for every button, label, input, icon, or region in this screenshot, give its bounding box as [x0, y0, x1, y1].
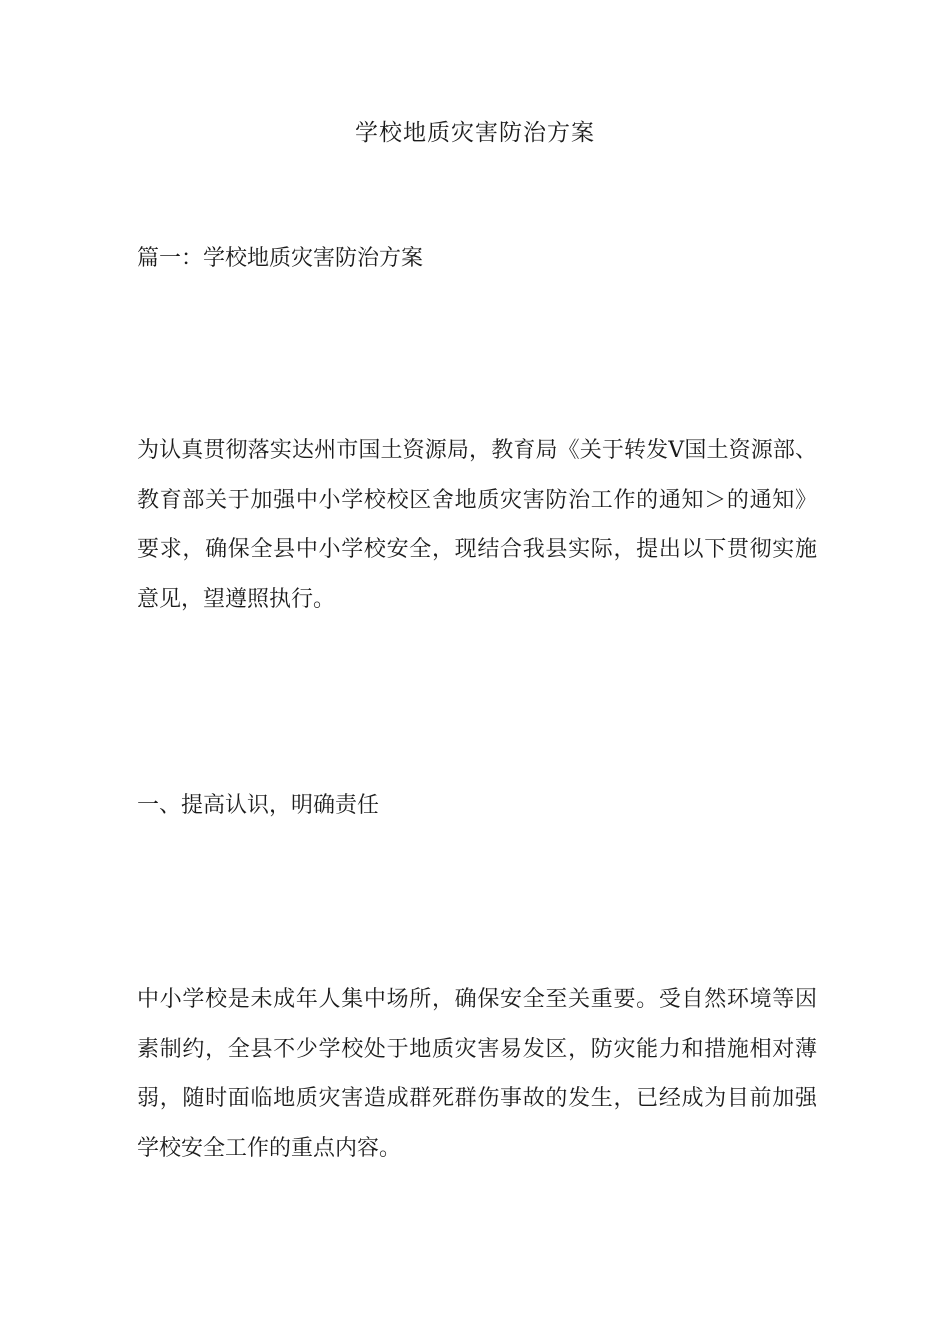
section-paragraph: 中小学校是未成年人集中场所，确保安全至关重要。受自然环境等因素制约，全县不少学校处于地质灾害易发区，防灾能力和措施相对薄弱，随时面临地质灾害造成群死群伤事故的发生，已经成为目前加强学校安全工作的重点内容。	[137, 987, 817, 1161]
section-heading: 一、提高认识，明确责任	[137, 793, 380, 818]
intro-paragraph: 为认真贯彻落实达州市国土资源局，教育局《关于转发V国土资源部、教育部关于加强中小学校校区舍地质灾害防治工作的通知＞的通知》要求，确保全县中小学校安全，现结合我县实际，提出以下贯彻实施意见，望遵照执行。	[137, 438, 817, 612]
document-title: 学校地质灾害防治方案	[355, 120, 595, 146]
article-subtitle: 篇一：学校地质灾害防治方案	[137, 246, 424, 271]
